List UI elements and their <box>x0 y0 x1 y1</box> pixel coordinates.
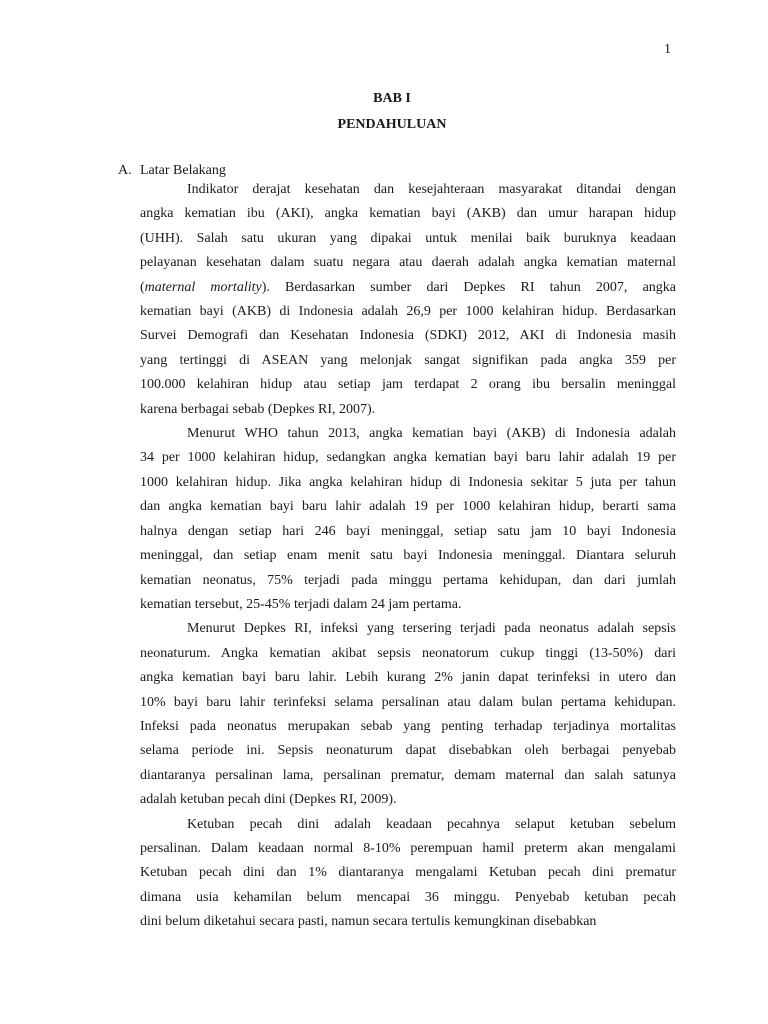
section-letter: A. <box>118 163 132 178</box>
paragraph-2 <box>140 422 676 617</box>
chapter-label: BAB I <box>373 91 411 106</box>
paragraph-line: kematian tersebut, 25-45% terjadi dalam 24 jam pertama. <box>140 596 462 612</box>
paragraph-line: halnya dengan setiap hari 246 bayi meninggal, setiap satu jam 10 bayi Indonesia <box>140 523 676 539</box>
paragraph-line: Survei Demografi dan Kesehatan Indonesia (SDKI) 2012, AKI di Indonesia masih <box>140 328 676 344</box>
paragraph-line: angka kematian ibu (AKI), angka kematian bayi (AKB) dan umur harapan hidup <box>140 206 676 222</box>
paragraph-line: Menurut Depkes RI, infeksi yang tersering terjadi pada neonatus adalah sepsis <box>187 621 676 637</box>
paragraph-line: adalah ketuban pecah dini (Depkes RI, 2009). <box>140 792 397 808</box>
chapter-title: PENDAHULUAN <box>337 117 447 132</box>
paragraph-line: 34 per 1000 kelahiran hidup, sedangkan angka kematian bayi baru lahir adalah 19 per <box>140 450 676 466</box>
section-heading <box>118 163 226 179</box>
paragraph-line: dan angka kematian bayi baru lahir adalah 19 per 1000 kelahiran hidup, berarti sama <box>140 499 676 515</box>
section-title: Latar Belakang <box>140 163 226 178</box>
paragraph-line: Infeksi pada neonatus merupakan sebab yang penting terhadap terjadinya mortalitas <box>140 718 676 734</box>
paragraph-line: 10% bayi baru lahir terinfeksi selama persalinan atau dalam bulan pertama kehidupan. <box>140 694 676 710</box>
paragraph-line: Menurut WHO tahun 2013, angka kematian bayi (AKB) di Indonesia adalah <box>187 426 676 442</box>
paragraph-3 <box>140 617 676 812</box>
paragraph-line: persalinan. Dalam keadaan normal 8-10% perempuan hamil preterm akan mengalami <box>140 840 676 856</box>
body-text <box>140 178 676 935</box>
paragraph-line: selama periode ini. Sepsis neonaturum dapat disebabkan oleh berbagai penyebab <box>140 743 676 759</box>
paragraph-line: pelayanan kesehatan dalam suatu negara atau daerah adalah angka kematian maternal <box>140 255 676 271</box>
paragraph-line: kematian bayi (AKB) di Indonesia adalah 26,9 per 1000 kelahiran hidup. Berdasarkan <box>140 304 676 320</box>
paragraph-line: angka kematian bayi baru lahir. Lebih kurang 2% janin dapat terinfeksi in utero dan <box>140 670 676 686</box>
paragraph-line: (UHH). Salah satu ukuran yang dipakai untuk menilai baik buruknya keadaan <box>140 230 676 246</box>
paragraph-line: kematian neonatus, 75% terjadi pada minggu pertama kehidupan, dan dari jumlah <box>140 572 676 588</box>
paragraph-line: meninggal, dan setiap enam menit satu bayi Indonesia meninggal. Diantara seluruh <box>140 548 676 564</box>
paragraph-line: yang tertinggi di ASEAN yang melonjak sangat signifikan pada angka 359 per <box>140 352 676 368</box>
paragraph-line: karena berbagai sebab (Depkes RI, 2007). <box>140 401 376 417</box>
paragraph-4 <box>140 813 676 935</box>
page-number: 1 <box>664 42 671 57</box>
italic-term: maternal mortality <box>144 279 262 295</box>
paragraph-line: Ketuban pecah dini dan 1% diantaranya mengalami Ketuban pecah dini prematur <box>140 865 676 881</box>
paragraph-line: Ketuban pecah dini adalah keadaan pecahnya selaput ketuban sebelum <box>187 816 676 832</box>
paragraph-line: dimana usia kehamilan belum mencapai 36 minggu. Penyebab ketuban pecah <box>140 889 676 905</box>
paragraph-1 <box>140 178 676 422</box>
paragraph-line: Indikator derajat kesehatan dan kesejahteraan masyarakat ditandai dengan <box>187 182 676 197</box>
paragraph-line: dini belum diketahui secara pasti, namun secara tertulis kemungkinan disebabkan <box>140 914 597 930</box>
paragraph-line: (maternal mortality). Berdasarkan sumber dari Depkes RI tahun 2007, angka <box>140 279 676 295</box>
paragraph-line: 100.000 kelahiran hidup atau setiap jam terdapat 2 orang ibu bersalin meninggal <box>140 377 676 393</box>
chapter-heading <box>0 86 768 138</box>
paragraph-line: 1000 kelahiran hidup. Jika angka kelahiran hidup di Indonesia sekitar 5 juta per tahun <box>140 474 676 490</box>
paragraph-line: neonaturum. Angka kematian akibat sepsis neonatorum cukup tinggi (13-50%) dari <box>140 645 676 661</box>
paragraph-line: diantaranya persalinan lama, persalinan prematur, demam maternal dan salah satunya <box>140 767 676 783</box>
